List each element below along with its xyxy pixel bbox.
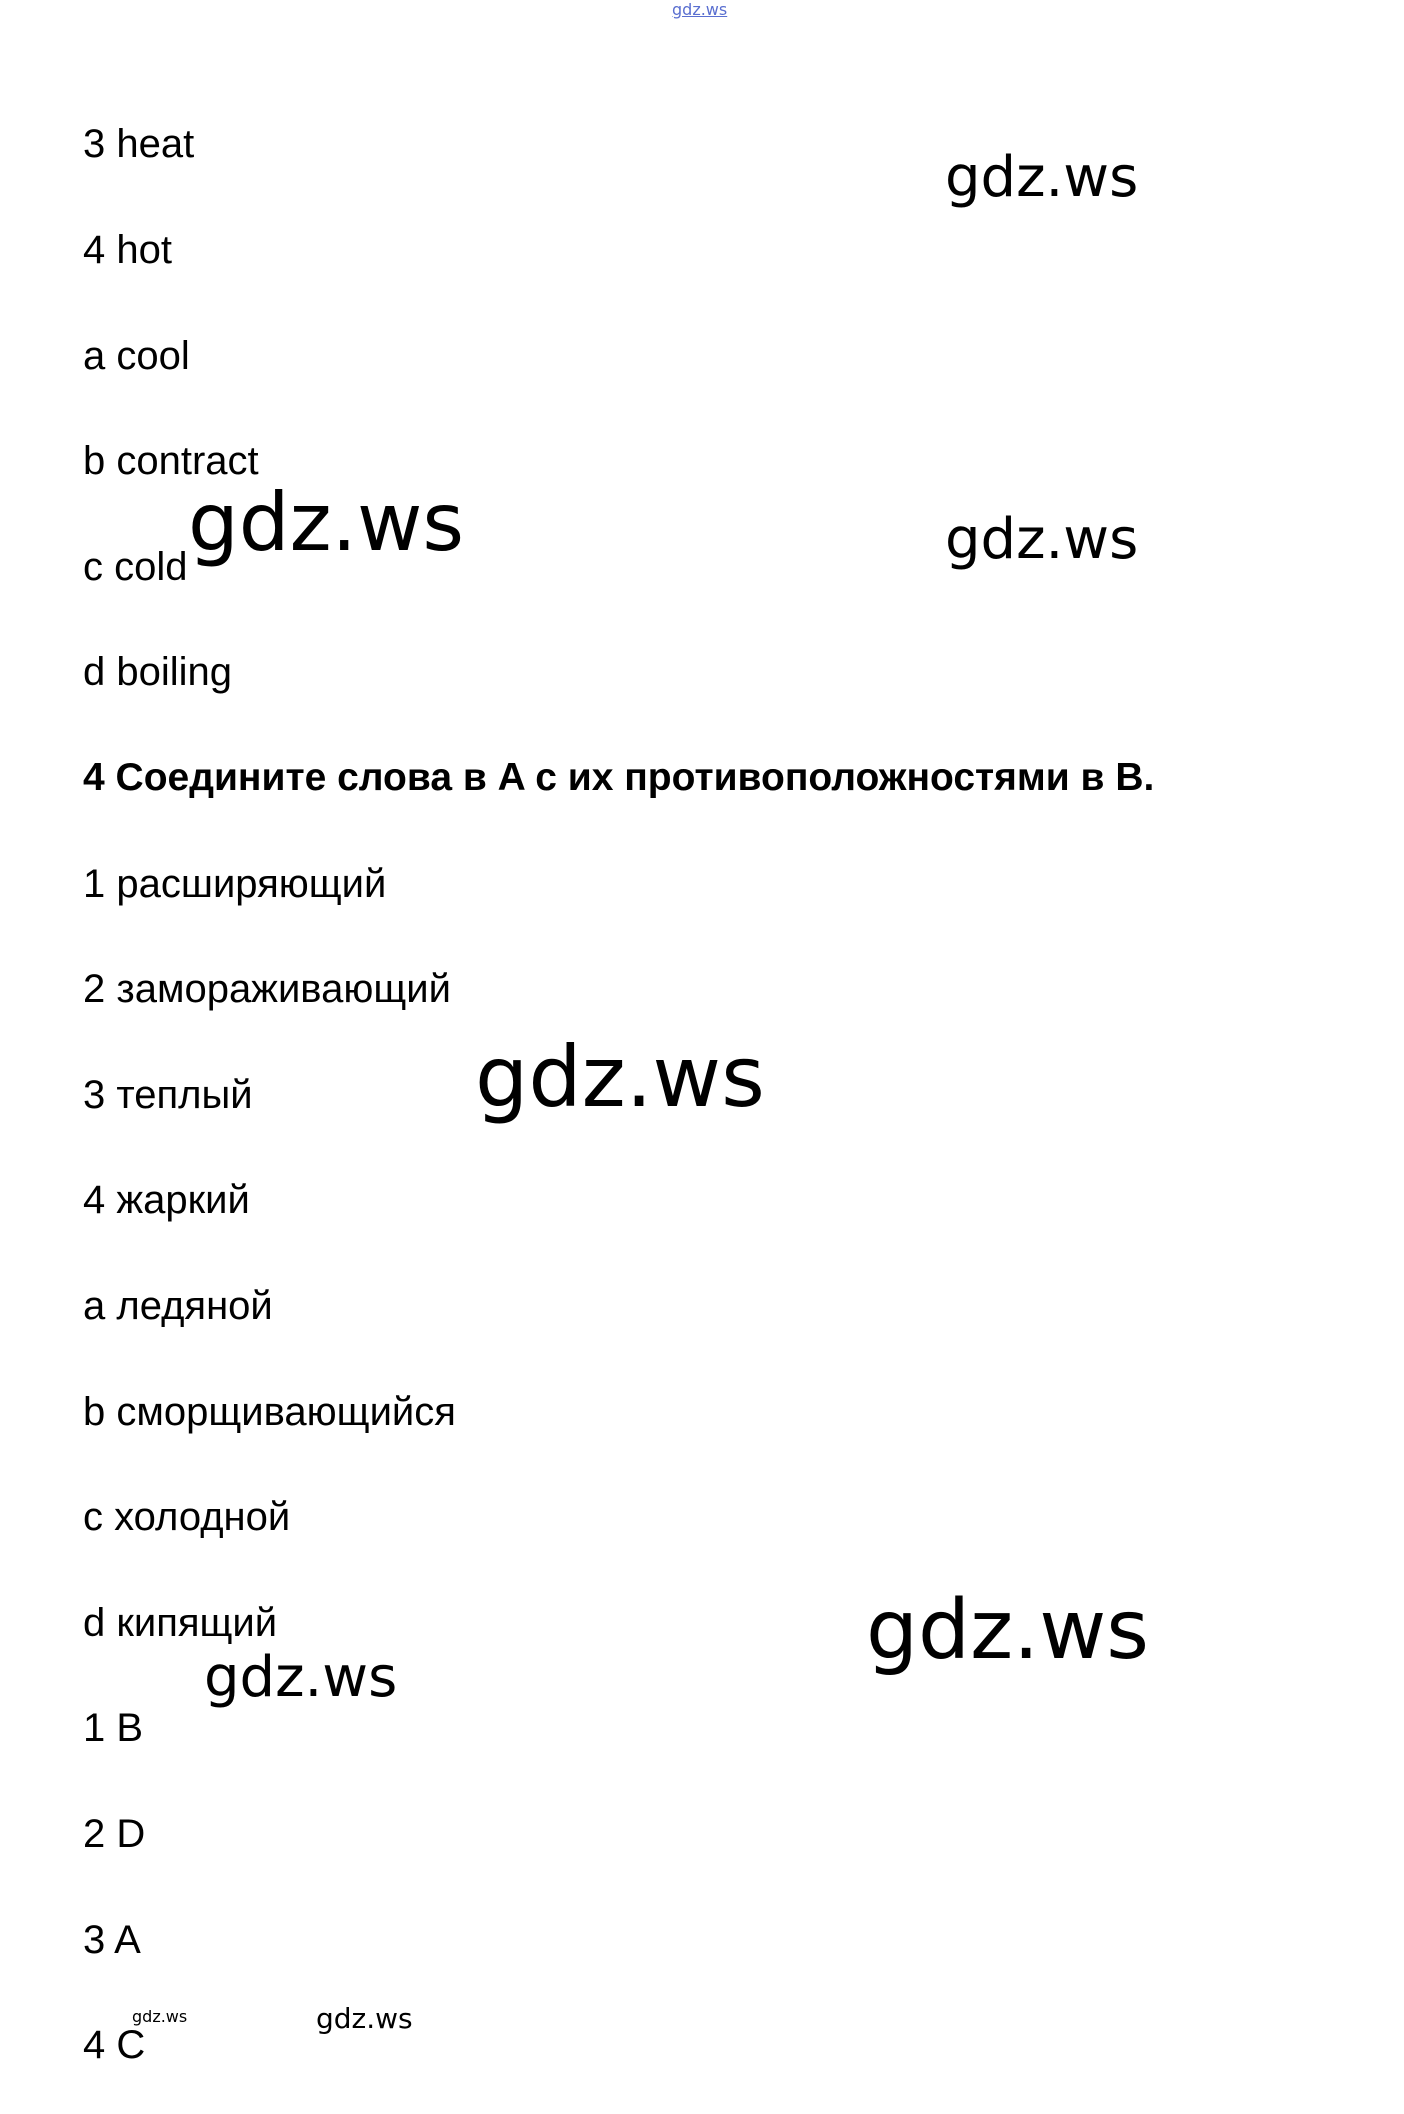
task-heading: 4 Соедините слова в A с их противоположностями в B. [83, 756, 1155, 799]
watermark-8: gdz.ws [316, 2002, 413, 2035]
item-3-heat: 3 heat [83, 122, 195, 166]
answer-2: 2 D [83, 1812, 146, 1856]
answer-3: 3 A [83, 1918, 141, 1962]
item-c-cold: c cold [83, 545, 188, 589]
watermark-6: gdz.ws [204, 1645, 398, 1710]
item-b-contract: b contract [83, 439, 259, 483]
answer-1: 1 B [83, 1706, 144, 1750]
watermark-7: gdz.ws [132, 2007, 188, 2026]
item-3-ru: 3 теплый [83, 1073, 253, 1117]
item-2-ru: 2 замораживающий [83, 967, 451, 1011]
watermark-5: gdz.ws [866, 1583, 1149, 1678]
item-4-ru: 4 жаркий [83, 1178, 250, 1222]
item-b-ru: b сморщивающийся [83, 1390, 456, 1434]
item-d-boiling: d boiling [83, 650, 233, 694]
item-c-ru: c холодной [83, 1495, 291, 1539]
watermark-3: gdz.ws [945, 507, 1139, 572]
item-a-cool: a cool [83, 334, 190, 378]
answer-4: 4 C [83, 2023, 146, 2067]
item-a-ru: a ледяной [83, 1284, 273, 1328]
watermark-top-link[interactable]: gdz.ws [672, 0, 728, 19]
watermark-2: gdz.ws [188, 476, 465, 569]
watermark-1: gdz.ws [945, 145, 1139, 210]
item-d-ru: d кипящий [83, 1601, 278, 1645]
item-1-ru: 1 расширяющий [83, 862, 387, 906]
watermark-4: gdz.ws [475, 1028, 765, 1126]
item-4-hot: 4 hot [83, 228, 172, 272]
